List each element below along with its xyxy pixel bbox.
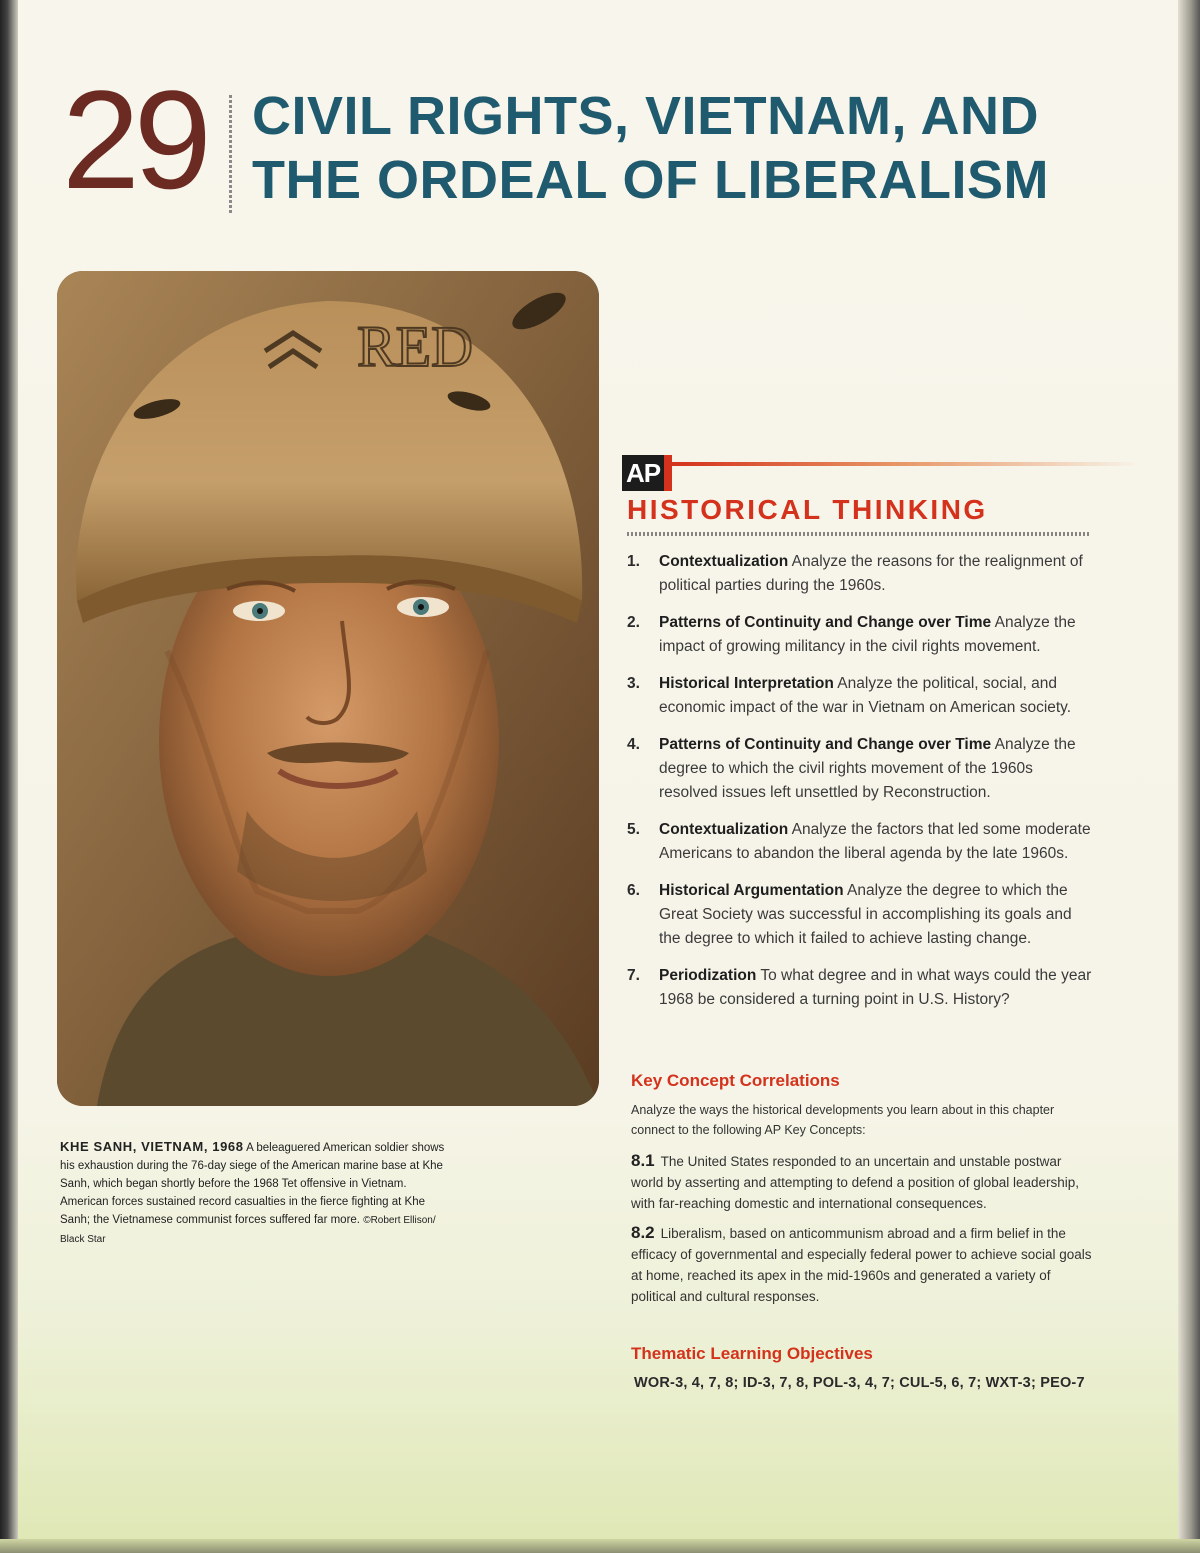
item-label: Patterns of Continuity and Change over Time (659, 614, 992, 631)
soldier-portrait-illustration (57, 271, 599, 1106)
item-number: 1. (627, 553, 640, 570)
list-item (627, 964, 1092, 1012)
key-concept-code: 8.2 (631, 1223, 655, 1242)
item-label: Periodization (659, 967, 757, 984)
item-text: Analyze the factors that led some moderate Americans to abandon the liberal agenda by the late 1960s. (659, 821, 1091, 862)
page-bottom-edge (0, 1539, 1200, 1553)
list-item (627, 818, 1092, 866)
item-text: Analyze the political, social, and economic impact of the war in Vietnam on American society. (659, 675, 1072, 716)
item-number: 6. (627, 882, 640, 899)
page-edge-shadow (1178, 0, 1200, 1553)
historical-thinking-heading: HISTORICAL THINKING (627, 494, 988, 525)
item-text: Analyze the degree to which the civil rights movement of the 1960s resolved issues left unsettled by Reconstruction. (659, 736, 1076, 801)
item-number: 2. (627, 614, 640, 631)
item-label: Historical Interpretation (659, 675, 834, 692)
soldier-photo (57, 271, 599, 1106)
item-label: Contextualization (659, 553, 789, 570)
list-item (627, 733, 1092, 805)
historical-thinking-rule (627, 532, 1089, 536)
caption-text: A beleaguered American soldier shows his exhaustion during the 76-day siege of the American marine base at Khe Sanh, which began shortly before the 1968 Tet offensive in Vietnam. American forces sustained record casualties in the fierce fighting at Khe Sanh; the Vietnamese communist forces suffered far more. (60, 1142, 445, 1226)
chapter-number: 29 (62, 61, 206, 218)
caption-heading: KHE SANH, VIETNAM, 1968 (60, 1139, 244, 1154)
item-number: 5. (627, 821, 640, 838)
ap-badge-accent (664, 455, 672, 491)
item-text: Analyze the reasons for the realignment of political parties during the 1960s. (659, 553, 1083, 594)
list-item (627, 672, 1092, 720)
chapter-title-line-2: THE ORDEAL OF LIBERALISM (252, 150, 1050, 210)
thematic-objectives-text: WOR-3, 4, 7, 8; ID-3, 7, 8, POL-3, 4, 7; CUL-5, 6, 7; WXT-3; PEO-7 (634, 1375, 1085, 1391)
item-number: 3. (627, 675, 640, 692)
historical-thinking-list (627, 550, 1092, 1025)
photo-caption (60, 1138, 450, 1249)
ap-badge: AP (622, 455, 664, 491)
chapter-title (252, 84, 1092, 212)
key-concept-code: 8.1 (631, 1151, 655, 1170)
list-item (627, 550, 1092, 598)
key-concept-item (631, 1222, 1093, 1307)
chapter-title-line-1: CIVIL RIGHTS, VIETNAM, AND (252, 86, 1040, 146)
item-text: Analyze the impact of growing militancy in the civil rights movement. (659, 614, 1076, 655)
ap-rule (672, 462, 1142, 466)
key-concept-item (631, 1150, 1093, 1214)
caption-credit: ©Robert Ellison/ Black Star (60, 1215, 436, 1245)
item-text: Analyze the degree to which the Great Society was successful in accomplishing its goals and the degree to which it failed to achieve lasting change. (659, 882, 1072, 947)
item-number: 4. (627, 736, 640, 753)
list-item (627, 611, 1092, 659)
key-concept-text: The United States responded to an uncertain and unstable postwar world by asserting and attempting to defend a position of global leadership, with far-reaching domestic and international consequences. (631, 1154, 1080, 1211)
list-item (627, 879, 1092, 951)
item-label: Contextualization (659, 821, 789, 838)
key-concepts-heading: Key Concept Correlations (631, 1071, 840, 1090)
item-label: Historical Argumentation (659, 882, 844, 899)
item-text: To what degree and in what ways could the year 1968 be considered a turning point in U.S. History? (659, 967, 1092, 1008)
chapter-divider (229, 95, 232, 215)
key-concepts-intro: Analyze the ways the historical developments you learn about in this chapter connect to the following AP Key Concepts: (631, 1103, 1055, 1137)
item-number: 7. (627, 967, 640, 984)
key-concept-text: Liberalism, based on anticommunism abroad and a firm belief in the efficacy of governmental and especially federal power to achieve social goals at home, reached its apex in the mid-1960s and generated a variety of political and cultural responses. (631, 1226, 1092, 1304)
thematic-objectives-heading: Thematic Learning Objectives (631, 1344, 873, 1363)
helmet-marking: RED (357, 314, 473, 379)
item-label: Patterns of Continuity and Change over Time (659, 736, 992, 753)
page-binding-shadow (0, 0, 18, 1553)
